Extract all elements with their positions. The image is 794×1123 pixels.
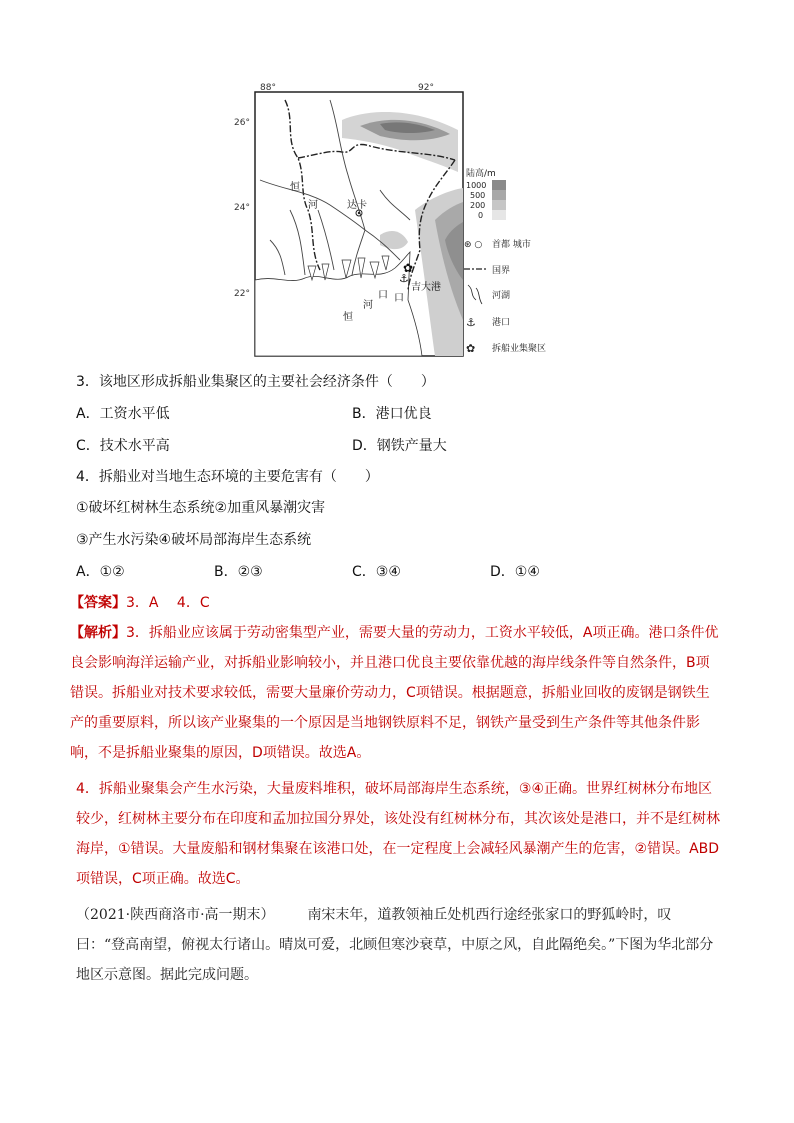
estuary-label-kou: 口	[394, 293, 404, 304]
ganges-label-1: 恒	[290, 182, 300, 193]
legend-level-1000: 1000	[466, 181, 487, 190]
shipbreaking-cluster-icon: ✿	[403, 261, 414, 275]
q4-stem: 4．拆船业对当地生态环境的主要危害有（ ）	[76, 469, 379, 485]
estuary-label-kou2: 口	[378, 290, 388, 301]
q4-option-b: B．②③	[214, 564, 263, 580]
q4-statements-line2: ③产生水污染④破坏局部海岸生态系统	[76, 532, 312, 548]
lat-label-26: 26°	[234, 118, 250, 128]
legend-swatch-500	[492, 190, 506, 200]
q4-option-a: A．①②	[76, 564, 125, 580]
q4-option-d: D．①④	[490, 564, 540, 580]
legend-river-icon	[468, 285, 482, 304]
lon-label-88: 88°	[260, 83, 276, 93]
analysis-paragraph-2: 4．拆船业聚集会产生水污染，大量废料堆积，破坏局部海岸生态系统，③④正确。世界红树林分布地区较少，红树林主要分布在印度和孟加拉国分界处，该处没有红树林分布，其次该处是港口，并不是红树林海岸，①错误。大量废船和钢材集聚在该港口处，在一定程度上会减轻风暴潮产生的危害，②错误。ABD项错误，C项正确。故选C。	[76, 781, 720, 887]
legend-swatch-1000	[492, 180, 506, 190]
legend-capital-city-label: 首都 城市	[492, 240, 531, 250]
q3-option-d: D．钢铁产量大	[352, 438, 447, 454]
dhaka-label: 达卡	[347, 200, 367, 211]
legend-port-icon: ⚓	[466, 316, 476, 329]
estuary-label-heng: 恒	[343, 312, 353, 323]
analysis-paragraph-1	[70, 618, 720, 768]
legend-level-500: 500	[470, 191, 486, 200]
legend-level-200: 200	[470, 201, 486, 210]
next-question-text: 南宋末年，道教领袖丘处机西行途经张家口的野狐岭时，叹曰：“登高南望，俯视太行诸山。晴岚可爱，北顾但寒沙衰草，中原之风，自此隔绝矣。”下图为华北部分地区示意图。据此完成问题。	[76, 907, 714, 983]
bangladesh-map	[230, 80, 570, 362]
estuary-label-he: 河	[363, 300, 373, 311]
next-question-source: （2021·陕西商洛市·高一期末）	[76, 907, 275, 923]
analysis-label: 【解析】	[70, 625, 126, 641]
analysis-q3-text: 3．拆船业应该属于劳动密集型产业，需要大量的劳动力，工资水平较低，A项正确。港口条件优良会影响海洋运输产业，对拆船业影响较小，并且港口优良主要依靠优越的海岸线条件等自然条件，B项错误。拆船业对技术要求较低，需要大量廉价劳动力，C项错误。根据题意，拆船业回收的废钢是钢铁生产的重要原料，所以该产业聚集的一个原因是当地钢铁原料不足，钢铁产量受到生产条件等其他条件影响，不是拆船业聚集的原因，D项错误。故选A。	[70, 625, 719, 761]
q3-stem: 3．该地区形成拆船业集聚区的主要社会经济条件（ ）	[76, 374, 435, 390]
q3-option-c: C．技术水平高	[76, 438, 170, 454]
port-anchor-icon: ⚓	[399, 272, 409, 285]
answer-label: 【答案】	[70, 595, 126, 611]
legend-swatch-0	[492, 210, 506, 220]
chittagong-label: 吉大港	[411, 282, 441, 293]
q3-option-a: A．工资水平低	[76, 406, 170, 422]
legend-elevation-title: 陆高/m	[466, 169, 496, 179]
lat-label-24: 24°	[234, 203, 250, 213]
answer-line	[70, 593, 210, 613]
legend-port-label: 港口	[492, 318, 511, 328]
q4-option-c: C．③④	[352, 564, 401, 580]
q4-statements-line1: ①破坏红树林生态系统②加重风暴潮灾害	[76, 500, 326, 516]
legend-river-lake-label: 河湖	[492, 291, 511, 301]
legend-capital-icon: ⊛ ○	[464, 240, 483, 250]
lat-label-22: 22°	[234, 289, 250, 299]
legend-border-label: 国界	[492, 266, 511, 276]
legend-shipbreaking-label: 拆船业集聚区	[492, 344, 547, 354]
legend-swatch-200	[492, 200, 506, 210]
next-question-block	[76, 900, 720, 990]
ganges-label-2: 河	[308, 200, 318, 211]
answer-text: 3．A 4．C	[126, 595, 210, 611]
q3-option-b: B．港口优良	[352, 406, 432, 422]
legend-level-0: 0	[478, 211, 484, 220]
legend-shipbreaking-icon: ✿	[466, 342, 476, 355]
map-legend	[464, 167, 546, 355]
lon-label-92: 92°	[418, 83, 434, 93]
